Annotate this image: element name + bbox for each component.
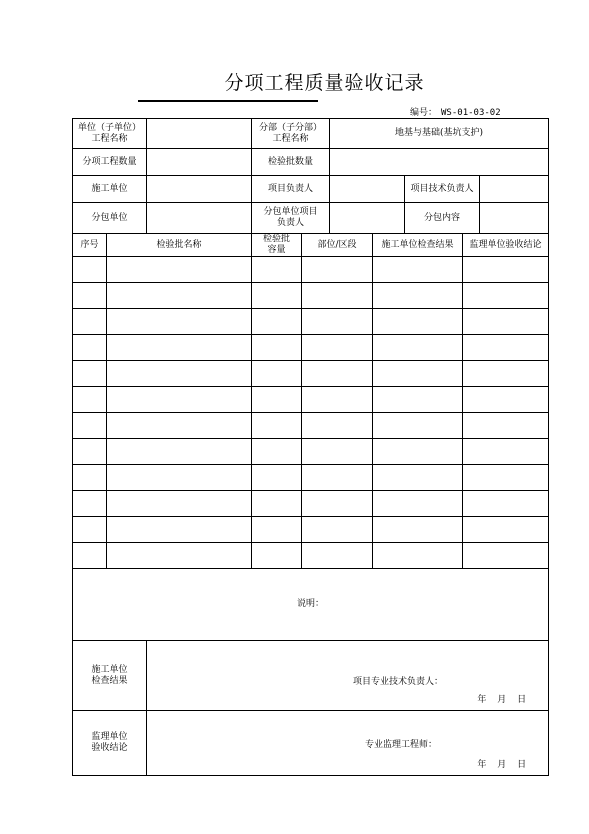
division-name-label: 分部（子分部） 工程名称 <box>252 119 330 149</box>
row-contractor-result-cell[interactable] <box>373 283 463 309</box>
table-row <box>73 517 549 543</box>
project-lead-label: 项目负责人 <box>252 176 330 203</box>
row-index-cell[interactable] <box>73 335 107 361</box>
row-location-cell[interactable] <box>302 439 373 465</box>
supervisor-signer-label: 专业监理工程师： <box>365 740 438 750</box>
table-row <box>73 465 549 491</box>
table-row <box>73 491 549 517</box>
table-row <box>73 387 549 413</box>
table-row <box>73 439 549 465</box>
tech-lead-value[interactable] <box>480 176 549 203</box>
col-header-location: 部位/区段 <box>302 234 373 257</box>
row-capacity-cell[interactable] <box>252 517 302 543</box>
notes-label: 说明： <box>297 599 325 609</box>
row-capacity-cell[interactable] <box>252 413 302 439</box>
row-batch-name-cell[interactable] <box>107 257 252 283</box>
document-number <box>410 105 501 118</box>
column-header-row <box>73 234 549 257</box>
row-supervisor-result-cell[interactable] <box>463 465 549 491</box>
supervisor-check-label: 监理单位 验收结论 <box>73 711 147 776</box>
col-header-capacity: 检验批 容量 <box>252 234 302 257</box>
row-index-cell[interactable] <box>73 361 107 387</box>
row-batch-name-cell[interactable] <box>107 517 252 543</box>
row-index-cell[interactable] <box>73 517 107 543</box>
table-row <box>73 335 549 361</box>
sub-lead-label: 分包单位项目 负责人 <box>252 203 330 234</box>
notes-cell[interactable] <box>73 569 549 641</box>
row-contractor-result-cell[interactable] <box>373 517 463 543</box>
row-location-cell[interactable] <box>302 361 373 387</box>
row-location-cell[interactable] <box>302 387 373 413</box>
row-batch-name-cell[interactable] <box>107 491 252 517</box>
document-number-label: 编号： <box>410 108 438 118</box>
row-contractor-result-cell[interactable] <box>373 335 463 361</box>
contractor-sign-date: 年 月 日 <box>477 695 527 705</box>
table-row <box>73 413 549 439</box>
supervisor-check-area[interactable] <box>147 711 549 776</box>
row-location-cell[interactable] <box>302 283 373 309</box>
row-supervisor-result-cell[interactable] <box>463 387 549 413</box>
row-index-cell[interactable] <box>73 309 107 335</box>
row-supervisor-result-cell[interactable] <box>463 413 549 439</box>
table-row <box>73 283 549 309</box>
row-capacity-cell[interactable] <box>252 465 302 491</box>
form-title: 分项工程质量验收记录 <box>224 72 425 94</box>
row-capacity-cell[interactable] <box>252 335 302 361</box>
row-capacity-cell[interactable] <box>252 543 302 569</box>
row-capacity-cell[interactable] <box>252 257 302 283</box>
row-capacity-cell[interactable] <box>252 283 302 309</box>
row-capacity-cell[interactable] <box>252 439 302 465</box>
title-underline <box>138 100 318 102</box>
row-contractor-result-cell[interactable] <box>373 387 463 413</box>
row-supervisor-result-cell[interactable] <box>463 283 549 309</box>
table-row <box>73 257 549 283</box>
row-supervisor-result-cell[interactable] <box>463 335 549 361</box>
row-supervisor-result-cell[interactable] <box>463 361 549 387</box>
row-batch-name-cell[interactable] <box>107 335 252 361</box>
row-contractor-result-cell[interactable] <box>373 491 463 517</box>
contractor-label: 施工单位 <box>73 176 147 203</box>
row-index-cell[interactable] <box>73 413 107 439</box>
contractor-check-label: 施工单位 检查结果 <box>73 641 147 711</box>
row-location-cell[interactable] <box>302 517 373 543</box>
sub-scope-value[interactable] <box>480 203 549 234</box>
row-index-cell[interactable] <box>73 491 107 517</box>
col-header-contractor-result: 施工单位检查结果 <box>373 234 463 257</box>
col-header-batch-name: 检验批名称 <box>107 234 252 257</box>
col-header-supervisor-result: 监理单位验收结论 <box>463 234 549 257</box>
unit-name-value[interactable] <box>147 119 252 149</box>
row-location-cell[interactable] <box>302 309 373 335</box>
contractor-value[interactable] <box>147 176 252 203</box>
record-rows <box>73 257 549 569</box>
subcontractor-value[interactable] <box>147 203 252 234</box>
inspection-record-table <box>72 118 549 776</box>
contractor-check-area[interactable] <box>147 641 549 711</box>
row-batch-name-cell[interactable] <box>107 543 252 569</box>
row-supervisor-result-cell[interactable] <box>463 491 549 517</box>
row-capacity-cell[interactable] <box>252 387 302 413</box>
col-header-index: 序号 <box>73 234 107 257</box>
project-lead-value[interactable] <box>330 176 405 203</box>
row-index-cell[interactable] <box>73 465 107 491</box>
row-supervisor-result-cell[interactable] <box>463 517 549 543</box>
row-capacity-cell[interactable] <box>252 491 302 517</box>
row-contractor-result-cell[interactable] <box>373 413 463 439</box>
row-batch-name-cell[interactable] <box>107 439 252 465</box>
sub-scope-label: 分包内容 <box>405 203 480 234</box>
row-supervisor-result-cell[interactable] <box>463 543 549 569</box>
row-index-cell[interactable] <box>73 543 107 569</box>
row-capacity-cell[interactable] <box>252 361 302 387</box>
row-index-cell[interactable] <box>73 439 107 465</box>
table-row <box>73 543 549 569</box>
row-contractor-result-cell[interactable] <box>373 361 463 387</box>
row-contractor-result-cell[interactable] <box>373 309 463 335</box>
supervisor-sign-date: 年 月 日 <box>477 760 527 770</box>
sub-lead-value[interactable] <box>330 203 405 234</box>
row-supervisor-result-cell[interactable] <box>463 257 549 283</box>
table-row <box>73 309 549 335</box>
row-batch-name-cell[interactable] <box>107 413 252 439</box>
subitem-count-label: 分项工程数量 <box>73 149 147 176</box>
row-batch-name-cell[interactable] <box>107 465 252 491</box>
row-batch-name-cell[interactable] <box>107 361 252 387</box>
row-location-cell[interactable] <box>302 257 373 283</box>
row-location-cell[interactable] <box>302 491 373 517</box>
row-location-cell[interactable] <box>302 335 373 361</box>
batch-count-label: 检验批数量 <box>252 149 330 176</box>
row-location-cell[interactable] <box>302 465 373 491</box>
contractor-signer-label: 项目专业技术负责人： <box>353 677 444 687</box>
division-name-value[interactable]: 地基与基础(基坑支护) <box>330 119 549 149</box>
row-contractor-result-cell[interactable] <box>373 257 463 283</box>
row-batch-name-cell[interactable] <box>107 387 252 413</box>
row-location-cell[interactable] <box>302 413 373 439</box>
row-contractor-result-cell[interactable] <box>373 465 463 491</box>
tech-lead-label: 项目技术负责人 <box>405 176 480 203</box>
row-capacity-cell[interactable] <box>252 309 302 335</box>
row-batch-name-cell[interactable] <box>107 283 252 309</box>
row-index-cell[interactable] <box>73 283 107 309</box>
row-index-cell[interactable] <box>73 257 107 283</box>
unit-name-label: 单位（子单位） 工程名称 <box>73 119 147 149</box>
row-index-cell[interactable] <box>73 387 107 413</box>
row-location-cell[interactable] <box>302 543 373 569</box>
table-row <box>73 361 549 387</box>
subcontractor-label: 分包单位 <box>73 203 147 234</box>
row-batch-name-cell[interactable] <box>107 309 252 335</box>
subitem-count-value[interactable] <box>147 149 252 176</box>
row-contractor-result-cell[interactable] <box>373 543 463 569</box>
document-number-value: WS-01-03-02 <box>441 108 501 118</box>
row-contractor-result-cell[interactable] <box>373 439 463 465</box>
row-supervisor-result-cell[interactable] <box>463 309 549 335</box>
batch-count-value[interactable] <box>330 149 549 176</box>
row-supervisor-result-cell[interactable] <box>463 439 549 465</box>
